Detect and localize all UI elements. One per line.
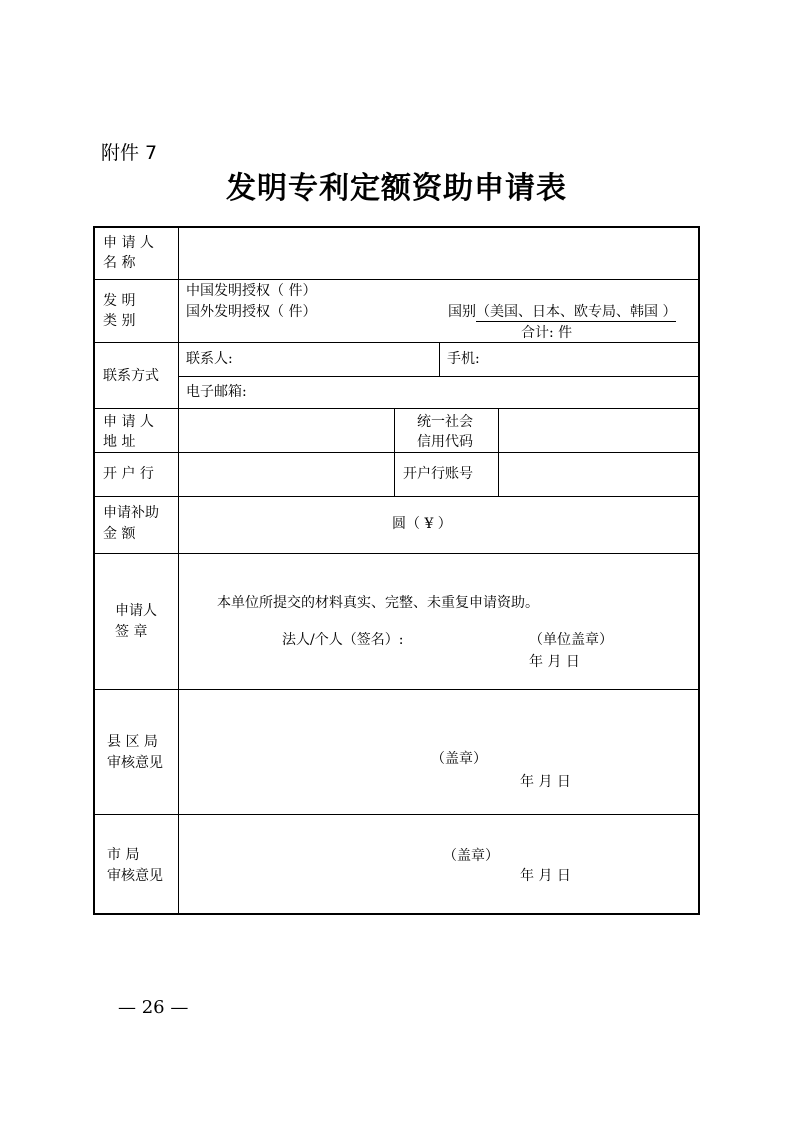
county-review-date: 年 月 日 — [520, 774, 571, 790]
contact-person-label: 联系人: — [186, 351, 233, 367]
bank-account-label: 开户行账号 — [403, 466, 473, 482]
page-number: — 26 — — [118, 997, 189, 1018]
application-form-table — [93, 226, 700, 915]
signature-date: 年 月 日 — [529, 654, 580, 670]
foreign-invention-grant: 国外发明授权（ 件） — [186, 304, 317, 320]
credit-code-divider-left — [394, 408, 395, 496]
mobile-divider — [439, 342, 440, 376]
signer-label: 法人/个人（签名）: — [282, 632, 404, 648]
subsidy-amount-value: 圆（ ¥ ） — [392, 516, 452, 532]
city-seal-label: （盖章） — [443, 848, 499, 864]
row-divider — [95, 452, 700, 453]
subsidy-amount-label-line1: 申请补助 — [103, 505, 159, 521]
address-label-line1: 申 请 人 — [103, 414, 154, 430]
row-divider — [95, 689, 700, 690]
subsidy-amount-label-line2: 金 额 — [103, 526, 136, 542]
row-divider — [95, 342, 700, 343]
address-label-line2: 地 址 — [103, 434, 136, 450]
mobile-label: 手机: — [447, 351, 480, 367]
email-label: 电子邮箱: — [186, 384, 247, 400]
china-invention-grant: 中国发明授权（ 件） — [186, 283, 317, 299]
applicant-name-field[interactable] — [185, 236, 690, 274]
credit-code-label-line2: 信用代码 — [417, 434, 473, 450]
city-review-date: 年 月 日 — [520, 868, 571, 884]
invention-type-label-line1: 发 明 — [103, 293, 136, 309]
row-divider — [95, 279, 700, 280]
country-list: （美国、日本、欧专局、韩国 ） — [476, 304, 677, 320]
applicant-statement: 本单位所提交的材料真实、完整、未重复申请资助。 — [217, 595, 539, 611]
applicant-name-label-line2: 名 称 — [103, 255, 136, 271]
county-review-label-line1: 县 区 局 — [107, 734, 158, 750]
country-prefix: 国别 — [448, 304, 476, 320]
row-divider — [95, 496, 700, 497]
row-divider — [95, 553, 700, 554]
page-title: 发明专利定额资助申请表 — [226, 171, 567, 206]
credit-code-divider-right — [498, 408, 499, 496]
credit-code-label-line1: 统一社会 — [417, 414, 473, 430]
county-seal-label: （盖章） — [431, 751, 487, 767]
label-column-divider — [178, 228, 179, 915]
invention-type-label-line2: 类 别 — [103, 313, 136, 329]
country-field — [448, 303, 676, 321]
signature-label-line1: 申请人 — [115, 603, 157, 619]
city-review-label-line1: 市 局 — [107, 847, 140, 863]
bank-label: 开 户 行 — [103, 466, 154, 482]
attachment-label: 附件 7 — [101, 142, 158, 164]
applicant-name-label-line1: 申 请 人 — [103, 235, 154, 251]
signature-label-line2: 签 章 — [115, 624, 148, 640]
invention-total: 合计: 件 — [521, 325, 573, 341]
city-review-label-line2: 审核意见 — [107, 868, 163, 884]
row-divider — [95, 408, 700, 409]
row-divider — [179, 376, 700, 377]
contact-label: 联系方式 — [103, 368, 159, 384]
unit-seal-label: （单位盖章） — [529, 632, 613, 648]
row-divider — [95, 814, 700, 815]
county-review-label-line2: 审核意见 — [107, 755, 163, 771]
